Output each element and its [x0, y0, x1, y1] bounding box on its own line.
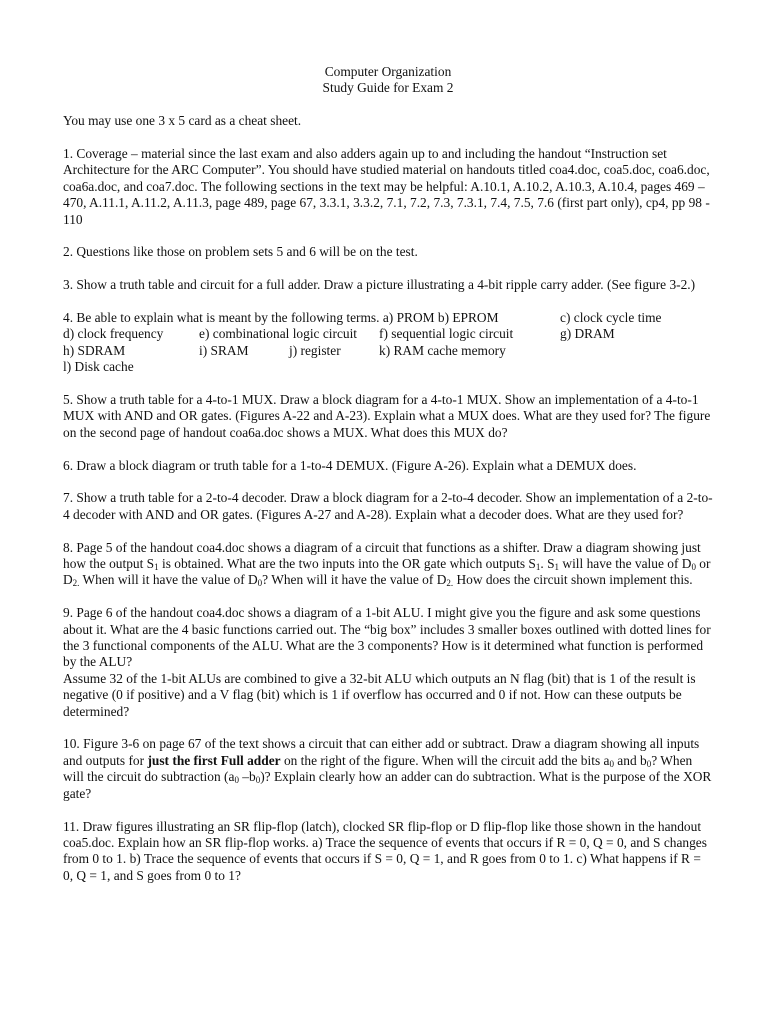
course-title: Computer Organization [324, 64, 452, 79]
document-title: Study Guide for Exam 2 [322, 80, 454, 96]
q9-part-2: Assume 32 of the 1-bit ALUs are combined to give a 32-bit ALU which outputs an N flag (bit) that is 1 of the result is negative (0 if positive) and a V flag (bit) which is 1 if overflow has occurred and 0 if not. How can these outputs be determined? [63, 670, 696, 719]
q10-emphasis: just the first Full adder [147, 752, 281, 768]
q4-term-j: j) register [289, 342, 341, 358]
question-11: 11. Draw figures illustrating an SR flip-flop (latch), clocked SR flip-flop or D flip-flop like those shown in the handout coa5.doc. Explain how an SR flip-flop works. a) Trace the sequence of events that occurs if R = 0, Q = 0, and S changes from 0 to 1. b) Trace the sequence of events that occurs if S = 0, Q = 1, and R goes from 0 to 1. c) What happens if R = 0, Q = 1, and S goes from 0 to 1? [63, 818, 707, 883]
question-6: 6. Draw a block diagram or truth table for a 1-to-4 DEMUX. (Figure A-26). Explain what a DEMUX does. [63, 457, 637, 473]
intro-note: You may use one 3 x 5 card as a cheat sheet. [63, 113, 302, 129]
q4-term-h: h) SDRAM [63, 342, 126, 358]
question-3: 3. Show a truth table and circuit for a full adder. Draw a picture illustrating a 4-bit ripple carry adder. (See figure 3-2.) [63, 277, 696, 293]
q4-lead: 4. Be able to explain what is meant by the following terms. a) PROM b) EPROM [63, 310, 499, 326]
q4-term-g: g) DRAM [560, 326, 615, 342]
question-10: 10. Figure 3-6 on page 67 of the text shows a circuit that can either add or subtract. Draw a diagram showing all inputs and outputs for just the first Full adder on the right of the figure. When will the circuit add the bits $a_0$ and $b_0$? When will the circuit do subtraction ($a_0$ $-b_0$)? Explain clearly how an adder can do subtraction. What is the purpose of the XOR gate? [63, 736, 712, 801]
q4-term-l: l) Disk cache [63, 359, 134, 375]
question-4 [63, 310, 713, 376]
question-9 [63, 605, 713, 720]
q4-term-i: i) SRAM [199, 342, 249, 358]
q4-term-k: k) RAM cache memory [379, 342, 506, 358]
q4-term-d: d) clock frequency [63, 326, 164, 342]
question-8: 8. Page 5 of the handout coa4.doc shows a diagram of a circuit that functions as a shifter. Draw a diagram showing just how the output $S_1$ is obtained. What are the two inputs into the OR gate which outputs $S_1$. $S_1$ will have the value of $D_0$ or $D_{2.}$ When will it have the value of $D_0$? When will it have the value of $D_{2.}$ How does the circuit shown implement this. [63, 539, 711, 589]
q9-part-1: 9. Page 6 of the handout coa4.doc shows a diagram of a 1-bit ALU. I might give you the figure and ask some questions about it. What are the 4 basic functions carried out. The “big box” includes 3 smaller boxes outlined with dotted lines for the 3 functional components of the ALU. What are the 3 components? How is it determined what function is performed by the ALU? [63, 605, 711, 670]
document-page [63, 64, 713, 884]
q4-term-e: e) combinational logic circuit [199, 326, 358, 342]
q4-term-c: c) clock cycle time [560, 310, 662, 326]
question-2: 2. Questions like those on problem sets 5 and 6 will be on the test. [63, 244, 418, 260]
question-5: 5. Show a truth table for a 4-to-1 MUX. Draw a block diagram for a 4-to-1 MUX. Show an implementation of a 4-to-1 MUX with AND and OR gates. (Figures A-22 and A-23). Explain what a MUX does. What are they used for? The figure on the second page of handout coa6a.doc shows a MUX. What does this MUX do? [63, 392, 711, 440]
q4-term-f: f) sequential logic circuit [379, 326, 514, 342]
question-1: 1. Coverage – material since the last exam and also adders again up to and including the handout “Instruction set Architecture for the ARC Computer”. You should have studied material on handouts titled coa4.doc, coa5.doc, coa6.doc, coa6a.doc, and coa7.doc. The following sections in the text may be helpful: A.10.1, A.10.2, A.10.3, A.10.4, pages 469 – 470, A.11.1, A.11.2, A.11.3, page 489, page 67, 3.3.1, 3.3.2, 7.1, 7.2, 7.3, 7.3.1, 7.4, 7.5, 7.6 (first part only), cp4, pp 98 - 110 [63, 146, 710, 227]
question-7: 7. Show a truth table for a 2-to-4 decoder. Draw a block diagram for a 2-to-4 decoder. Show an implementation of a 2-to-4 decoder with AND and OR gates. (Figures A-27 and A-28). Explain what a decoder does. What are they used for? [63, 490, 713, 522]
